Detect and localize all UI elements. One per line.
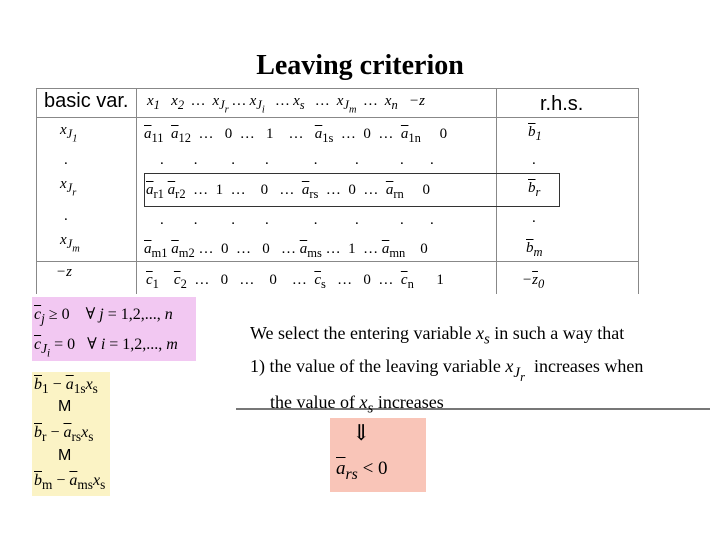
row-m-basic: $x_{J_m}$ — [60, 232, 80, 255]
result-inequality: $\overline{a}_{rs} < 0$ — [336, 458, 388, 483]
expr-bm: $\overline{b}_m - \overline{a}_{ms}x_s$ — [34, 472, 106, 493]
statement-line-1: We select the entering variable $x_s$ in such a way that — [250, 323, 625, 348]
table-objective-rule — [36, 261, 638, 262]
result-arrow: ⇓ — [352, 420, 371, 445]
dots-row-1-cells: . . . . . . . . — [160, 152, 434, 168]
statement-line-2: 1) the value of the leaving variable $x_{J_r}$ increases when — [250, 356, 644, 384]
row-z-basic: −z — [56, 264, 72, 280]
expr-m2: M — [58, 447, 72, 464]
page-title: Leaving criterion — [256, 50, 464, 81]
statement-line-3: the value of $x_s$ increases — [270, 392, 444, 417]
row1-rhs: $\overline{b}_1$ — [528, 124, 542, 143]
dots-row-1-rhs: . — [532, 152, 536, 168]
dots-row-2-rhs: . — [532, 210, 536, 226]
dots-row-2-cells: . . . . . . . . — [160, 212, 434, 228]
row1-basic: $x_{J_1}$ — [60, 122, 78, 145]
dots-row-1: . — [64, 152, 68, 168]
row-r-rhs: $\overline{b}_r$ — [528, 180, 541, 199]
row-z-cells: $\overline{c}_1$ $\overline{c}_2$ … 0 … 0 … $\overline{c}_s$ … 0 … $\overline{c}_n$ 1 — [146, 272, 444, 291]
row-m-cells: $\overline{a}_{m1}$ $\overline{a}_{m2}$ … 0 … 0 … $\overline{a}_{ms}$ … 1 … $\overline{a}_{mn}$ 0 — [144, 241, 428, 260]
header-rhs: r.h.s. — [540, 93, 584, 115]
row-r-basic: $x_{J_r}$ — [60, 176, 77, 199]
expr-b1: $\overline{b}_1 - \overline{a}_{1s}x_s$ — [34, 376, 98, 397]
row-m-rhs: $\overline{b}_m$ — [526, 240, 543, 259]
expr-m1: M — [58, 398, 72, 415]
row1-cells: $\overline{a}_{11}$ $\overline{a}_{12}$ … 0 … 1 … $\overline{a}_{1s}$ … 0 … $\overline{a}_{1n}$ 0 — [144, 126, 448, 145]
row-r-cells: $\overline{a}_{r1}$ $\overline{a}_{r2}$ … 1 … 0 … $\overline{a}_{rs}$ … 0 … $\overline{a}_{rn}$ 0 — [146, 182, 431, 201]
condition-line-2: $\overline{c}_{J_i} = 0$ ∀ i = 1,2,..., m — [34, 336, 178, 360]
header-basic-var: basic var. — [44, 90, 129, 112]
table-right-border — [638, 88, 639, 294]
table-basic-divider — [136, 88, 137, 294]
table-top-border — [36, 88, 638, 89]
table-header-rule — [36, 117, 638, 118]
row-z-rhs: $-\overline{z}_0$ — [522, 272, 545, 291]
expr-br: $\overline{b}_r - \overline{a}_{rs}x_s$ — [34, 424, 94, 445]
condition-line-1: $\overline{c}_j \ge 0$ ∀ j = 1,2,..., n — [34, 306, 173, 327]
header-variables: $x_1$ $x_2$ … $x_{J_r}$ … $x_{J_i}$ … $x_s$ … $x_{J_m}$ … $x_n -z$ — [147, 93, 425, 116]
table-left-border — [36, 88, 37, 294]
dots-row-2: . — [64, 208, 68, 224]
